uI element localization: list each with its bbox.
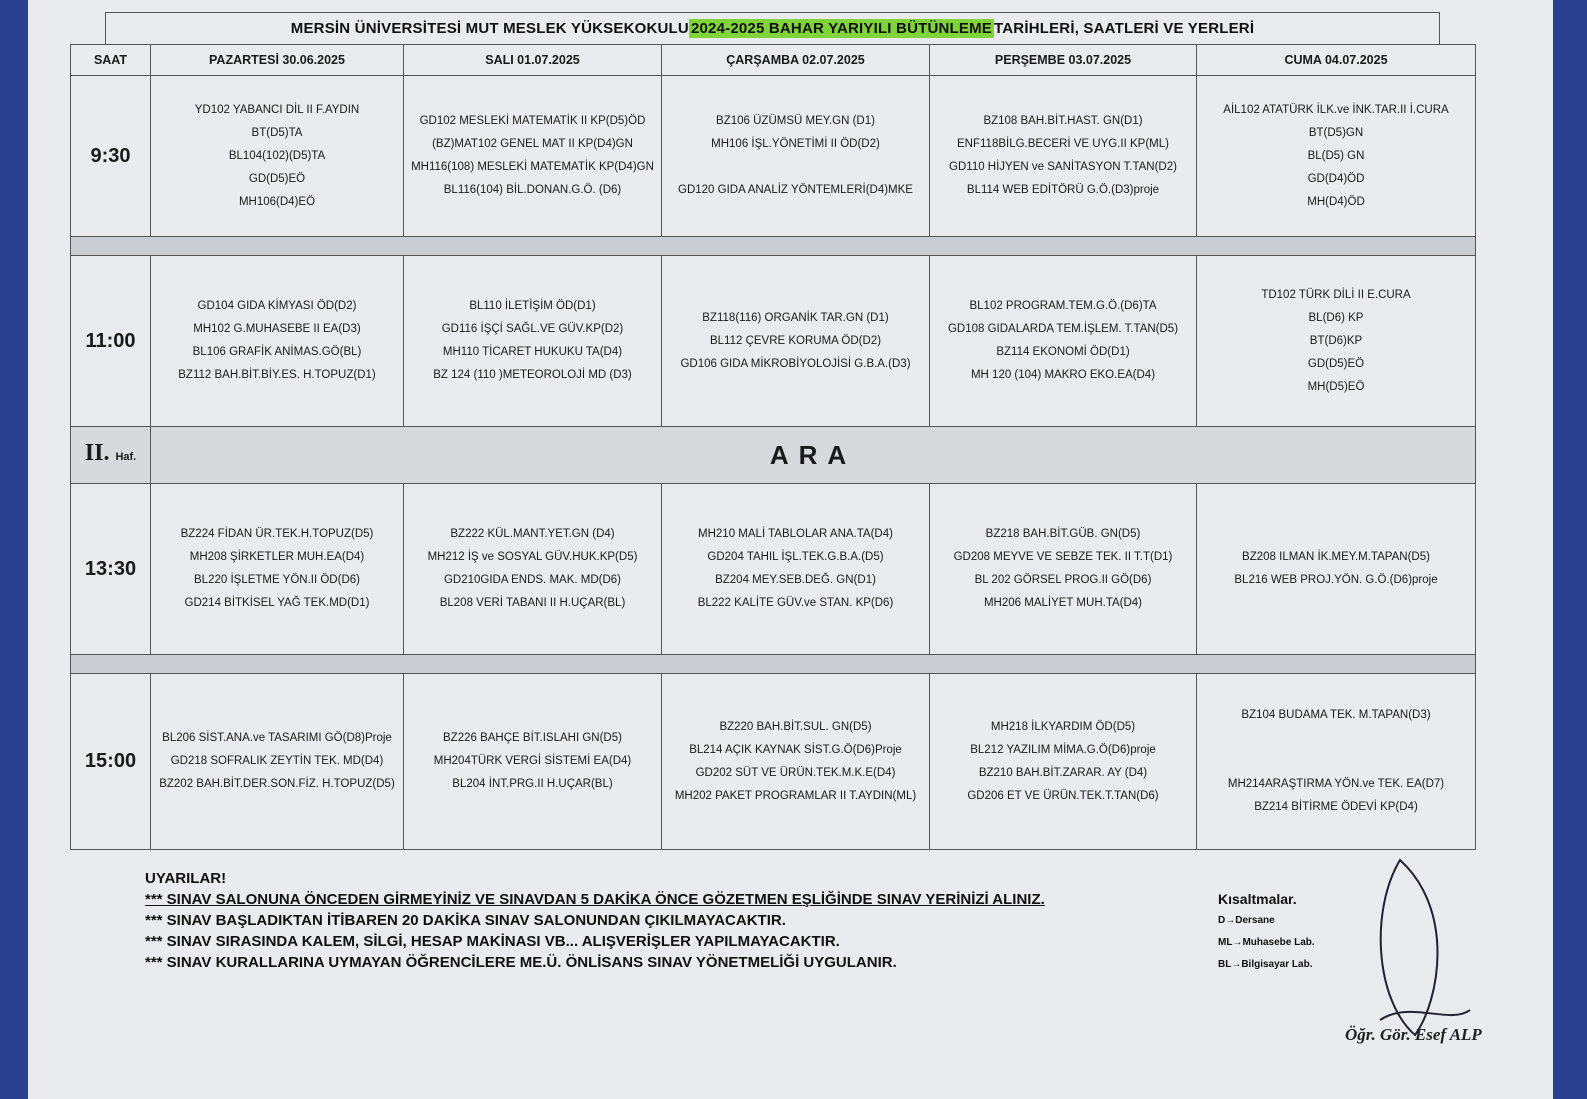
exam-line: BZ220 BAH.BİT.SUL. GN(D5) (719, 720, 872, 733)
separator-cell (71, 655, 1476, 674)
exam-line: MH110 TİCARET HUKUKU TA(D4) (442, 346, 623, 358)
exam-cell (404, 256, 662, 427)
exam-line: BL206 SİST.ANA.ve TASARIMI GÖ(D8)Proje (162, 732, 392, 744)
warning-item: *** SINAV SALONUNA ÖNCEDEN GİRMEYİNİZ VE SINAVDAN 5 DAKİKA ÖNCE GÖZETMEN EŞLİĞİNDE SINAV YERİNİZİ ALINIZ. (145, 891, 1045, 908)
exam-line: BL104(102)(D5)TA (228, 149, 326, 162)
exam-cell (1197, 76, 1476, 237)
exam-line: BL220 İŞLETME YÖN.II ÖD(D6) (194, 574, 360, 586)
exam-line: BL212 YAZILIM MİMA.G.Ö(D6)proje (970, 743, 1156, 756)
header-saat: SAAT (71, 45, 151, 76)
exam-line: GD(D5)EÖ (248, 172, 306, 185)
break-label-cell (71, 427, 151, 484)
exam-line: BT(D6)KP (1309, 334, 1363, 347)
exam-line (664, 156, 927, 179)
exam-line: GD108 GIDALARDA TEM.İŞLEM. T.TAN(D5) (947, 323, 1179, 335)
break-label-small: Haf. (115, 450, 137, 463)
exam-line: GD104 GIDA KİMYASI ÖD(D2) (197, 300, 357, 312)
exam-line: BZ108 BAH.BİT.HAST. GN(D1) (983, 115, 1143, 127)
exam-line: MH202 PAKET PROGRAMLAR II T.AYDIN(ML) (674, 789, 917, 802)
abbreviations-heading: Kısaltmalar. (1218, 891, 1297, 907)
time-cell: 9:30 (71, 76, 151, 237)
exam-line: MH102 G.MUHASEBE II EA(D3) (193, 323, 361, 335)
exam-cell (662, 674, 930, 850)
exam-cell (930, 256, 1197, 427)
exam-cell (151, 484, 404, 655)
exam-line: BZ218 BAH.BİT.GÜB. GN(D5) (985, 528, 1141, 540)
time-cell: 15:00 (71, 674, 151, 850)
signature-scribble (1360, 850, 1490, 1050)
warnings-heading: UYARILAR! (145, 870, 227, 887)
exam-line: BL216 WEB PROJ.YÖN. G.Ö.(D6)proje (1234, 574, 1438, 586)
exam-line (1199, 727, 1473, 750)
exam-line: BZ210 BAH.BİT.ZARAR. AY (D4) (978, 766, 1148, 779)
exam-line: MH204TÜRK VERGİ SİSTEMİ EA(D4) (433, 755, 632, 767)
header-day-friday: CUMA 04.07.2025 (1197, 45, 1476, 76)
exam-line: GD218 SOFRALIK ZEYTİN TEK. MD(D4) (170, 755, 384, 767)
exam-line: GD206 ET VE ÜRÜN.TEK.T.TAN(D6) (967, 789, 1159, 802)
warnings-block (145, 868, 1205, 973)
break-row (71, 427, 1476, 484)
schedule-body (71, 76, 1476, 850)
exam-line: BZ226 BAHÇE BİT.ISLAHI GN(D5) (443, 732, 622, 744)
exam-line: GD(D5)EÖ (1307, 357, 1365, 370)
exam-line: BZ208 ILMAN İK.MEY.M.TAPAN(D5) (1242, 551, 1430, 563)
slot-row (71, 76, 1476, 237)
exam-line: AİL102 ATATÜRK İLK.ve İNK.TAR.II İ.CURA (1223, 103, 1449, 116)
exam-line: MH(D4)ÖD (1307, 195, 1365, 208)
exam-line: YD102 YABANCI DİL II F.AYDIN (194, 103, 360, 116)
separator-row (71, 237, 1476, 256)
exam-cell (1197, 674, 1476, 850)
exam-cell (662, 256, 930, 427)
exam-line: BL 202 GÖRSEL PROG.II GÖ(D6) (974, 574, 1152, 586)
exam-line: MH106(D4)EÖ (238, 195, 316, 208)
exam-line: GD204 TAHIL İŞL.TEK.G.B.A.(D5) (707, 551, 884, 563)
exam-cell (151, 76, 404, 237)
exam-line: BZ222 KÜL.MANT.YET.GN (D4) (450, 528, 615, 540)
abbreviation-item: ML→Muhasebe Lab. (1218, 937, 1315, 948)
exam-line: MH106 İŞL.YÖNETİMİ II ÖD(D2) (711, 138, 880, 150)
exam-line: MH210 MALİ TABLOLAR ANA.TA(D4) (698, 528, 893, 540)
exam-cell (930, 484, 1197, 655)
slot-row (71, 674, 1476, 850)
exam-line: (BZ)MAT102 GENEL MAT II KP(D4)GN (432, 138, 633, 150)
title-prefix: MERSİN ÜNİVERSİTESİ MUT MESLEK YÜKSEKOKULU (290, 20, 689, 37)
header-day-tuesday: SALI 01.07.2025 (404, 45, 662, 76)
exam-line: BL102 PROGRAM.TEM.G.Ö.(D6)TA (969, 300, 1157, 312)
exam-line: BZ118(116) ORGANİK TAR.GN (D1) (702, 311, 889, 324)
header-day-thursday: PERŞEMBE 03.07.2025 (930, 45, 1197, 76)
exam-line: MH(D5)EÖ (1307, 380, 1365, 393)
page-title (105, 12, 1440, 44)
exam-line: BZ202 BAH.BİT.DER.SON.FİZ. H.TOPUZ(D5) (159, 778, 395, 790)
exam-line: BT(D5)TA (251, 126, 303, 139)
exam-line: MH218 İLKYARDIM ÖD(D5) (990, 720, 1136, 733)
exam-line: GD208 MEYVE VE SEBZE TEK. II T.T(D1) (953, 551, 1173, 563)
exam-line: GD(D4)ÖD (1307, 172, 1365, 185)
abbreviation-item: D→Dersane (1218, 915, 1275, 926)
exam-line: BT(D5)GN (1308, 126, 1364, 139)
exam-line: GD116 İŞÇİ SAĞL.VE GÜV.KP(D2) (441, 323, 624, 335)
exam-line: BL114 WEB EDİTÖRÜ G.Ö.(D3)proje (966, 184, 1160, 196)
exam-line: BL112 ÇEVRE KORUMA ÖD(D2) (709, 334, 882, 347)
header-day-monday: PAZARTESİ 30.06.2025 (151, 45, 404, 76)
exam-line: MH214ARAŞTIRMA YÖN.ve TEK. EA(D7) (1227, 778, 1445, 790)
exam-line: GD214 BİTKİSEL YAĞ TEK.MD(D1) (184, 597, 370, 609)
exam-line: BZ112 BAH.BİT.BİY.ES. H.TOPUZ(D1) (178, 369, 376, 381)
exam-cell (151, 674, 404, 850)
exam-line: ENF118BİLG.BECERİ VE UYG.II KP(ML) (957, 138, 1169, 150)
exam-line: GD210GIDA ENDS. MAK. MD(D6) (443, 574, 621, 586)
exam-schedule-table (70, 44, 1476, 850)
title-suffix: TARİHLERİ, SAATLERİ VE YERLERİ (994, 20, 1255, 37)
exam-line: BZ106 ÜZÜMSÜ MEY.GN (D1) (716, 115, 875, 127)
abbreviation-item: BL→Bilgisayar Lab. (1218, 959, 1313, 970)
exam-cell (930, 674, 1197, 850)
exam-line: BL(D5) GN (1307, 149, 1365, 162)
separator-row (71, 655, 1476, 674)
exam-line: MH116(108) MESLEKİ MATEMATİK KP(D4)GN (411, 161, 654, 173)
separator-cell (71, 237, 1476, 256)
exam-line: MH212 İŞ ve SOSYAL GÜV.HUK.KP(D5) (427, 551, 638, 563)
exam-line: TD102 TÜRK DİLİ II E.CURA (1261, 288, 1411, 301)
exam-line: GD120 GIDA ANALİZ YÖNTEMLERİ(D4)MKE (678, 184, 913, 196)
exam-cell (930, 76, 1197, 237)
exam-cell (404, 484, 662, 655)
break-text: ARA (151, 427, 1476, 484)
exam-cell (151, 256, 404, 427)
slot-row (71, 484, 1476, 655)
break-label: II. (84, 439, 110, 466)
exam-line: BL110 İLETİŞİM ÖD(D1) (469, 300, 596, 312)
exam-line: GD202 SÜT VE ÜRÜN.TEK.M.K.E(D4) (695, 766, 896, 779)
time-cell: 11:00 (71, 256, 151, 427)
header-day-wednesday: ÇARŞAMBA 02.07.2025 (662, 45, 930, 76)
exam-line: BL116(104) BİL.DONAN.G.Ö. (D6) (443, 184, 622, 196)
exam-line: BL106 GRAFİK ANİMAS.GÖ(BL) (192, 346, 362, 358)
exam-line: BZ204 MEY.SEB.DEĞ. GN(D1) (715, 574, 876, 586)
exam-line: BL222 KALİTE GÜV.ve STAN. KP(D6) (697, 597, 894, 609)
exam-cell (1197, 484, 1476, 655)
exam-line: GD110 HİJYEN ve SANİTASYON T.TAN(D2) (949, 161, 1177, 173)
warning-item: *** SINAV KURALLARINA UYMAYAN ÖĞRENCİLERE ME.Ü. ÖNLİSANS SINAV YÖNETMELİĞİ UYGULANIR. (145, 954, 897, 971)
warning-item: *** SINAV SIRASINDA KALEM, SİLGİ, HESAP MAKİNASI VB... ALIŞVERİŞLER YAPILMAYACAKTIR. (145, 933, 840, 950)
header-row (71, 45, 1476, 76)
exam-line: MH 120 (104) MAKRO EKO.EA(D4) (970, 369, 1156, 381)
exam-line: BZ104 BUDAMA TEK. M.TAPAN(D3) (1241, 709, 1431, 721)
exam-line: GD106 GIDA MİKROBİYOLOJİSİ G.B.A.(D3) (680, 357, 911, 370)
warning-item: *** SINAV BAŞLADIKTAN İTİBAREN 20 DAKİKA SINAV SALONUNDAN ÇIKILMAYACAKTIR. (145, 912, 786, 929)
exam-line (1199, 750, 1473, 773)
exam-line: GD102 MESLEKİ MATEMATİK II KP(D5)ÖD (419, 115, 646, 127)
exam-line: MH206 MALİYET MUH.TA(D4) (983, 597, 1143, 609)
slot-row (71, 256, 1476, 427)
exam-cell (662, 484, 930, 655)
exam-cell (404, 76, 662, 237)
exam-line: BZ 124 (110 )METEOROLOJİ MD (D3) (433, 369, 632, 381)
signature-name: Öğr. Gör. Esef ALP (1345, 1025, 1482, 1044)
exam-cell (404, 674, 662, 850)
exam-line: BL204 İNT.PRG.II H.UÇAR(BL) (452, 778, 613, 790)
time-cell: 13:30 (71, 484, 151, 655)
exam-line: BZ214 BİTİRME ÖDEVİ KP(D4) (1254, 801, 1418, 813)
exam-line: MH208 ŞİRKETLER MUH.EA(D4) (189, 551, 365, 563)
exam-cell (662, 76, 930, 237)
exam-line: BL214 AÇIK KAYNAK SİST.G.Ö(D6)Proje (689, 743, 902, 756)
exam-line: BZ224 FİDAN ÜR.TEK.H.TOPUZ(D5) (180, 528, 374, 540)
exam-line: BL(D6) KP (1308, 311, 1364, 324)
title-highlight: 2024-2025 BAHAR YARIYILI BÜTÜNLEME (690, 20, 993, 37)
exam-line: BL208 VERİ TABANI II H.UÇAR(BL) (439, 597, 626, 609)
exam-cell (1197, 256, 1476, 427)
exam-line: BZ114 EKONOMİ ÖD(D1) (996, 346, 1130, 358)
